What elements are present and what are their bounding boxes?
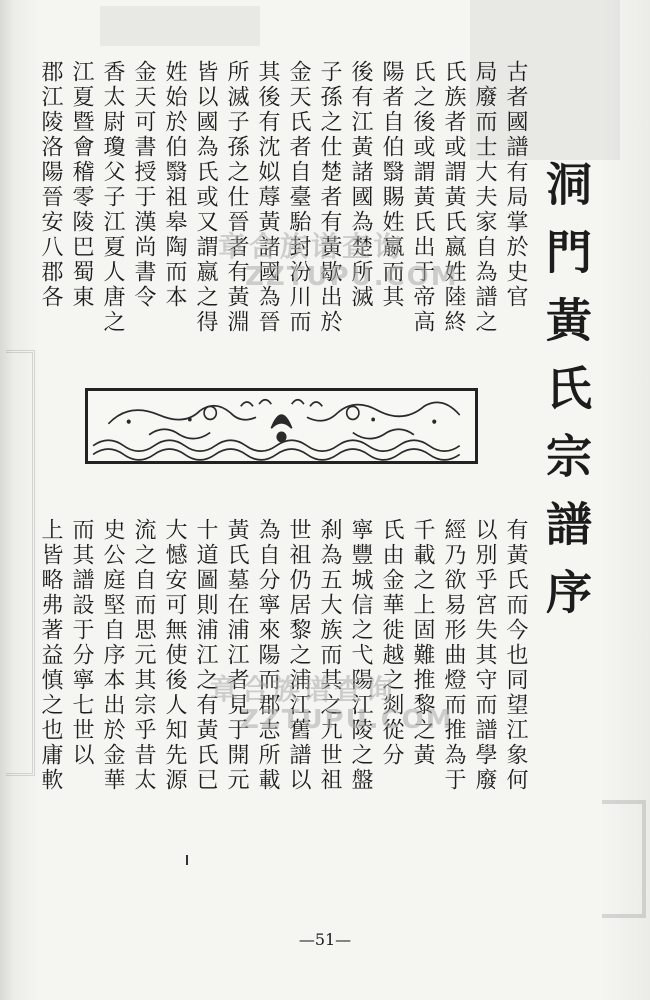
upper-column: 金天氏者自臺駘封汾川而 [286,60,311,335]
lower-column: 上皆略弗著益慎之也庸軟 [38,518,63,793]
upper-column: 古者國譜有局掌於史官 [503,60,528,310]
lower-column: 經乃欲易形曲燈而推為于 [441,518,466,793]
lower-column: 十道圖則浦江之有黃氏已 [193,518,218,793]
upper-column: 子孫之仕楚者有黃歇出於 [317,60,342,335]
page-number: —51— [298,930,352,949]
lower-column: 為自分寧來陽而郡志所載 [255,518,280,793]
upper-column: 氏之後或謂黃氏出于帝高 [410,60,435,335]
upper-column: 香太尉瓊父子江夏人唐之 [100,60,125,335]
upper-column: 金天可書授于漢尚書令 [131,60,156,310]
upper-column: 後有江黃諸國為楚所滅 [348,60,373,310]
lower-column: 氏由金華徙越之剡從分 [379,518,404,768]
lower-column: 大憾安可無使後人知先源 [162,518,187,793]
watermark-url: ZZTUPU.COM [240,705,454,735]
lower-column: 而其譜設于分寧七世以 [69,518,94,768]
lower-column: 世祖仍居黎之浦江舊譜以 [286,518,311,793]
upper-column: 姓始於伯翳祖皋陶而本 [162,60,187,310]
watermark-text: 章合族谱查询 [210,673,397,706]
dragon-banner-ornament [85,388,478,464]
watermark-text: 章合族谱查询 [218,230,405,263]
lower-column: 流之自而思元其宗乎昔太 [131,518,156,793]
lower-column: 有黃氏而今也同望江象何 [503,518,528,793]
lower-column: 以別乎宮失其守而譜學廢 [472,518,497,793]
page-title: 洞門黃氏宗譜序 [539,160,593,636]
upper-column: 皆以國為氏或又謂嬴之得 [193,60,218,335]
lower-column: 寧豐城信之弋陽江陵之盤 [348,518,373,793]
upper-column: 其後有沈姒蓐黃諸國為晉 [255,60,280,335]
bleed-through-knot-ornament [602,800,646,918]
bleed-through-header-block [100,6,260,46]
lower-column: 千載之上固難推黎之黃 [410,518,435,768]
lower-column: 史公庭堅自序本出於金華 [100,518,125,793]
lower-column: 刹為五大族而其之九世祖 [317,518,342,793]
upper-column: 所滅子孫之仕晉者有黃淵 [224,60,249,335]
lower-column: 黃氏墓在浦江者見于開元 [224,518,249,793]
upper-column: 氏族者或謂黃氏嬴姓陸終 [441,60,466,335]
bleed-through-border-left [6,350,35,776]
upper-column: 郡江陵洛陽晉安八郡各 [38,60,63,310]
dragon-pattern-icon [88,391,475,461]
upper-column: 陽者自伯翳賜姓嬴而其 [379,60,404,310]
upper-column: 局廢而士大夫家自為譜之 [472,60,497,335]
stray-mark [186,855,188,865]
watermark-url: ZZTUPU.COM [245,262,459,292]
upper-column: 江夏暨會稽零陵巴蜀東 [69,60,94,310]
